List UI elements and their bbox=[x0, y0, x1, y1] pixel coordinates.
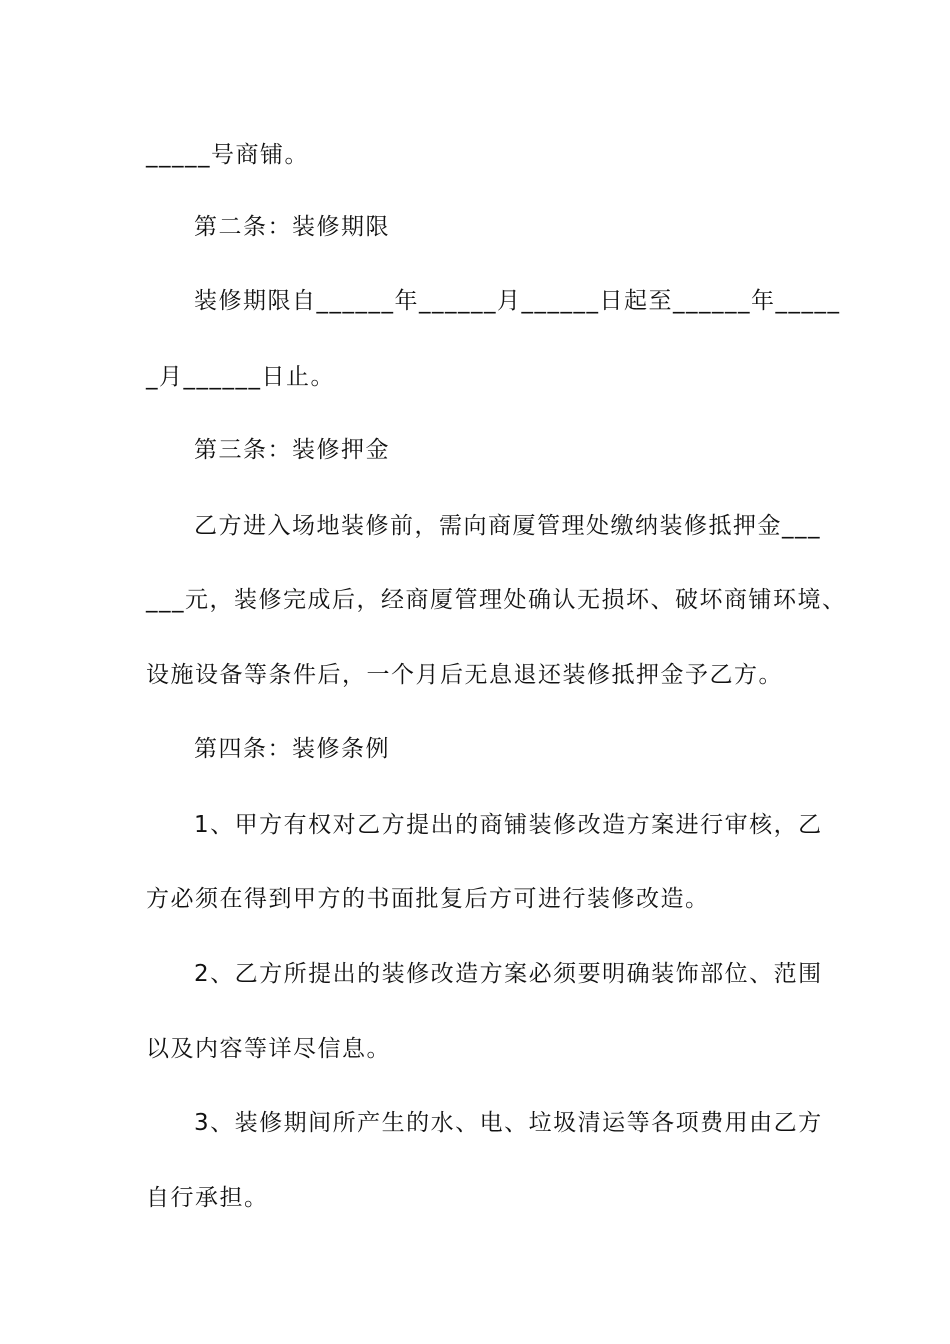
section-heading: 第四条：装修条例 bbox=[194, 736, 390, 762]
text-line: _____号商铺。 bbox=[146, 142, 309, 168]
text-line: ___元，装修完成后，经商厦管理处确认无损坏、破坏商铺环境、 bbox=[146, 587, 847, 613]
text-line: 以及内容等详尽信息。 bbox=[146, 1036, 391, 1062]
text-line: 2、乙方所提出的装修改造方案必须要明确装饰部位、范围 bbox=[194, 961, 823, 987]
text-line: 方必须在得到甲方的书面批复后方可进行装修改造。 bbox=[146, 886, 710, 912]
text-line: 设施设备等条件后，一个月后无息退还装修抵押金予乙方。 bbox=[146, 662, 783, 688]
text-line: 装修期限自______年______月______日起至______年_____ bbox=[194, 288, 841, 314]
text-line: 1、甲方有权对乙方提出的商铺装修改造方案进行审核，乙 bbox=[194, 812, 823, 838]
section-heading: 第二条：装修期限 bbox=[194, 214, 390, 240]
text-line: 乙方进入场地装修前，需向商厦管理处缴纳装修抵押金___ bbox=[194, 513, 821, 539]
text-line: 自行承担。 bbox=[146, 1185, 269, 1211]
text-line: _月______日止。 bbox=[146, 364, 335, 390]
text-line: 3、装修期间所产生的水、电、垃圾清运等各项费用由乙方 bbox=[194, 1110, 823, 1136]
section-heading: 第三条：装修押金 bbox=[194, 437, 390, 463]
